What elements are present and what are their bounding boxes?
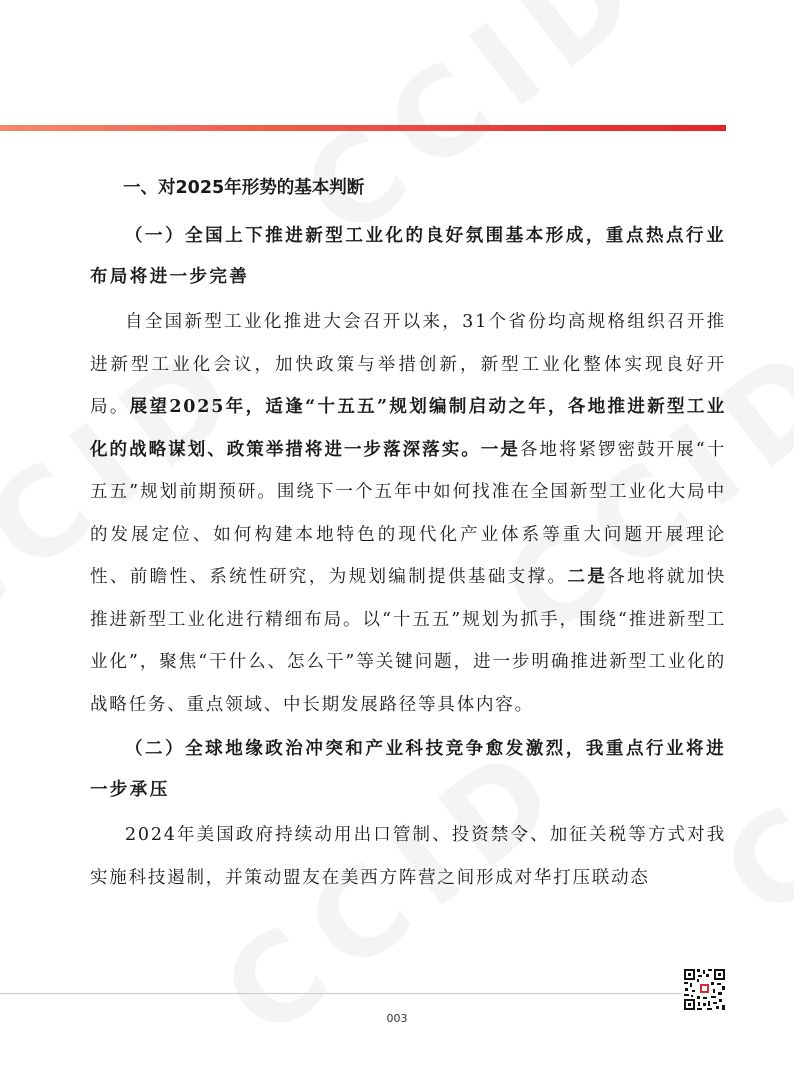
paragraph-text: 各地将就加快推进新型工业化进行精细布局。以“十五五”规划为抓手，围绕“推进新型工业化”，聚焦“干什么、怎么干”等关键问题，进一步明确推进新型工业化的战略任务、重点领域、中长期发展路径等具体内容。 (90, 567, 726, 715)
body-paragraph-2: 2024年美国政府持续动用出口管制、投资禁令、加征关税等方式对我实施科技遏制，并策动盟友在美西方阵营之间形成对华打压联动态 (90, 825, 726, 888)
emphasis-text: 二是 (567, 567, 608, 587)
body-paragraph-1 (90, 301, 726, 726)
qr-code-icon (683, 968, 726, 1011)
page-number: 003 (386, 1012, 408, 1025)
subsection-title-1: （一）全国上下推进新型工业化的良好氛围基本形成，重点热点行业布局将进一步完善 (90, 226, 726, 287)
section-heading: 一、对2025年形势的基本判断 (123, 178, 365, 198)
emphasis-text: 展望2025年，适逢“十五五”规划编制启动之年，各地推进新型工业化的战略谋划、政策举措将进一步落深落实。 (90, 397, 726, 460)
emphasis-text: 一是 (480, 439, 520, 460)
footer-divider (0, 993, 682, 994)
paragraph-text: 各地将紧锣密鼓开展“十五五”规划前期预研。围绕下一个五年中如何找准在全国新型工业化大局中的发展定位、如何构建本地特色的现代化产业体系等重大问题开展理论性、前瞻性、系统性研究，为规划编制提供基础支撑。 (90, 439, 726, 587)
header-accent-bar (0, 125, 726, 131)
document-body (90, 168, 726, 899)
subsection-title-2: （二）全球地缘政治冲突和产业科技竞争愈发激烈，我重点行业将进一步承压 (90, 739, 726, 800)
paragraph-text: 自全国新型工业化推进大会召开以来，31个省份均高规格组织召开推进新型工业化会议，加快政策与举措创新，新型工业化整体实现良好开局。 (90, 312, 726, 417)
